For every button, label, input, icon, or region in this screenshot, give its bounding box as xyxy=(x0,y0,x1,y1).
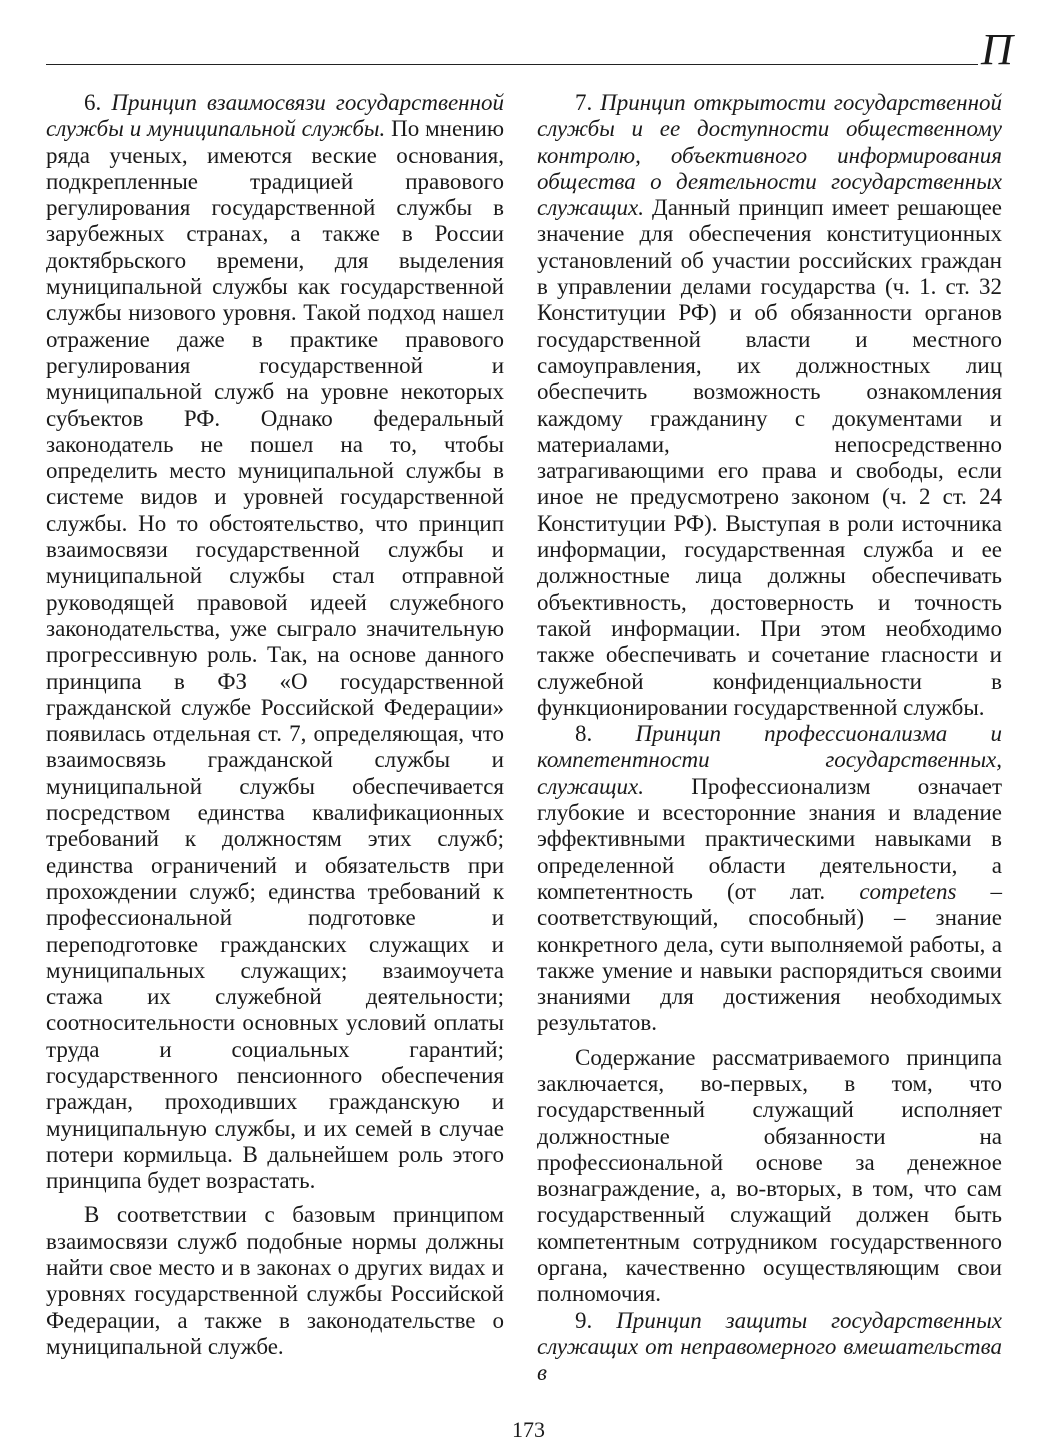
section-letter: П xyxy=(981,25,1013,74)
paragraph-principle-7 xyxy=(537,90,1002,721)
paragraph-principle-9 xyxy=(537,1308,1002,1387)
principle-title: Принцип защиты государственных служащих от неправомерного вмешательства в xyxy=(537,1307,1003,1386)
paragraph-text: Данный принцип имеет решающее значение для обеспечения конституционных установлений об участии российских граждан в управлении делами государства (ч. 1. ст. 32 Конституции РФ) и об обязанности органов государственной власти и местного самоуправления, их должностных лиц обеспечить возможность ознакомления каждому гражданину с документами и материалами, непосредственно затрагивающими его права и свободы, если иное не предусмотрено законом (ч. 2 ст. 24 Конституции РФ). Выступая в роли источника информации, государственная служба и ее должностные лица должны обеспечивать объективность, достоверность и точность такой информации. При этом необходимо также обеспечивать и сочетание гласности и служебной конфиденциальности в функционировании государственной службы. xyxy=(537,195,1002,720)
paragraph-number: 7. xyxy=(575,90,601,115)
paragraph-text: – соответствующий, способный) – знание конкретного дела, сути выполняемой работы, а также умение и навыки распорядиться своими знаниями для достижения необходимых результатов. xyxy=(537,878,1003,1036)
paragraph-text: В соответствии с базовым принципом взаимосвязи служб подобные нормы должны найти свое место и в законах о других видах и уровнях государственной службы Российской Федерации, а также в законодательстве о муниципальной службе. xyxy=(46,1202,504,1359)
principle-title: Принцип взаимосвязи государственной службы и муниципальной службы. xyxy=(46,90,505,142)
paragraph-principle-6 xyxy=(46,90,504,1194)
paragraph-text: Содержание рассматриваемого принципа заключается, во-первых, в том, что государственный служащий исполняет должностные обязанности на профессиональной основе за денежное вознаграждение, а, во-вторых, в том, что сам государственный служащий должен быть компетентным сотрудником государственного органа, качественно осуществляющим свои полномочия. xyxy=(537,1044,1002,1307)
right-column xyxy=(537,90,1002,1387)
principle-title: Принцип открытости государственной службы и ее доступности общественному контролю, объективного информирования общества о деятельности государственных служащих. xyxy=(537,90,1002,221)
paragraph-number: 9. xyxy=(575,1307,617,1333)
latin-term: competens xyxy=(859,878,957,904)
header-rule xyxy=(46,64,978,65)
principle-title: Принцип профессионализма и компетентности государственных, служащих. xyxy=(537,721,1002,799)
paragraph-text: По мнению ряда ученых, имеются веские основания, подкрепленные традицией правового регулирования государственной службы в зарубежных странах, а также в России доктябрьского времени, для выделения муниципальной службы как государственной службы низового уровня. Такой подход нашел отражение даже в практике правового регулирования государственной и муниципальной служб на уровне некоторых субъектов РФ. Однако федеральный законодатель не пошел на то, чтобы определить место муниципальной службы в системе видов и уровней государственной службы. Но то обстоятельство, что принцип взаимосвязи государственной службы и муниципальной службы стал отправной руководящей правовой идеей служебного законодательства, уже сыграло значительную прогрессивную роль. Так, на основе данного принципа в ФЗ «О государственной гражданской службе Российской Федерации» появилась отдельная ст. 7, определяющая, что взаимосвязь гражданской службы и муниципальной службы обеспечивается посредством единства квалификационных требований к должностям этих служб; единства ограничений и обязательств при прохождении служб; единства требований к профессиональной подготовке и переподготовке гражданских служащих и муниципальных служащих; взаимоучета стажа их служебной деятельности; соотносительности основных условий оплаты труда и социальных гарантий; государственного пенсионного обеспечения граждан, проходивших гражданскую и муниципальную службы, и их семей в случае потери кормильца. В дальнейшем роль этого принципа будет возрастать. xyxy=(46,116,504,1194)
paragraph-text: Профессионализм означает глубокие и всесторонние знания и владение эффективными практическими навыками в определенной области деятельности, а компетентность (от лат. xyxy=(537,773,1002,904)
paragraph-number: 6. xyxy=(84,90,112,115)
page-number: 173 xyxy=(512,1417,545,1442)
left-column xyxy=(46,90,504,1360)
paragraph-number: 8. xyxy=(575,721,636,747)
paragraph-principle-8 xyxy=(537,721,1002,1037)
